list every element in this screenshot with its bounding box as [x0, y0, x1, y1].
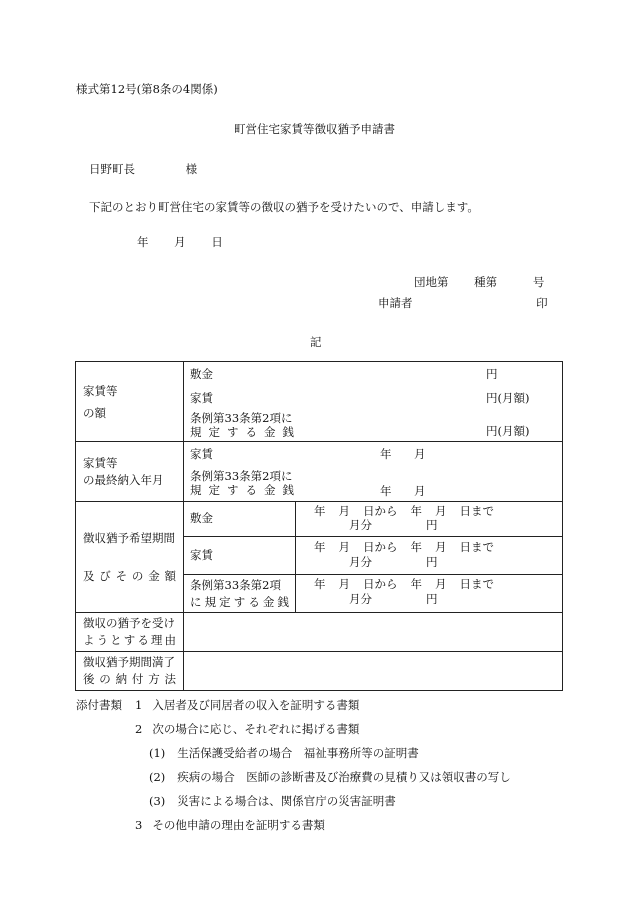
danchi-label: 団地第 [414, 275, 449, 289]
period-item-jorei-line2: に規定する金銭 [190, 594, 289, 609]
row-last-payment [76, 442, 563, 502]
attachment-item-2: 2 次の場合に応じ、それぞれに掲げる書類 [135, 722, 360, 736]
header-reason-line1: 徴収の猶予を受け [83, 616, 175, 630]
attachment-item-2-3: (3) 災害による場合は、関係官庁の災害証明書 [149, 794, 396, 808]
header-period-line2: 及びその金額 [83, 569, 176, 583]
shu-label: 種第 [474, 275, 498, 289]
attachments-label: 添付書類 [76, 698, 122, 712]
header-last-payment: 家賃等 の最終納入年月 [76, 442, 184, 502]
form-number: 様式第12号(第8条の4関係) [76, 82, 218, 96]
period-amount-1: 月分 円 [349, 518, 438, 532]
row-rent-amount [76, 362, 563, 442]
item-yachin-2: 家賃 [190, 447, 213, 461]
unit-yen: 円 [486, 367, 498, 381]
period-range-1: 年 月 日から 年 月 日まで [314, 504, 494, 518]
item-yachin: 家賃 [190, 391, 213, 405]
payment-method-field[interactable] [184, 652, 563, 691]
period-amount-2: 月分 円 [349, 555, 438, 569]
item-jorei-line2: 規定する金銭 [190, 424, 294, 439]
seal-mark: 印 [536, 296, 548, 310]
applicant-label: 申請者 [378, 296, 413, 310]
period-item-yachin: 家賃 [190, 547, 213, 562]
attachment-item-2-1: (1) 生活保護受給者の場合 福祉事務所等の証明書 [149, 746, 419, 760]
last-pay-month-1: 月 [414, 447, 426, 461]
applicant-line [378, 297, 548, 311]
row-period-shikikin [76, 502, 563, 537]
row-reason [76, 613, 563, 652]
addressee [89, 163, 197, 177]
attachment-item-1: 1 入居者及び同居者の収入を証明する書類 [135, 698, 360, 712]
item-jorei-line1: 条例第33条第2項に [190, 411, 293, 425]
last-pay-year-2: 年 [380, 484, 392, 498]
header-rent-amount: 家賃等 の額 [76, 362, 184, 442]
addressee-honorific: 様 [185, 162, 198, 176]
application-table [75, 361, 563, 691]
header-payment-line2: 後の納付方法 [83, 672, 176, 686]
attachment-item-2-2: (2) 疾病の場合 医師の診断書及び治療費の見積り又は領収書の写し [149, 770, 511, 784]
item-jorei2-line2: 規定する金銭 [190, 482, 294, 497]
header-reason-line2: ようとする理由 [83, 633, 176, 647]
application-date [137, 236, 223, 250]
header-period-line1: 徴収猶予希望期間 [83, 531, 175, 545]
header-reason [76, 613, 184, 652]
period-range-3: 年 月 日から 年 月 日まで [314, 577, 494, 591]
period-range-2: 年 月 日から 年 月 日まで [314, 540, 494, 554]
period-amount-3: 月分 円 [349, 592, 438, 606]
attachment-item-3: 3 その他申請の理由を証明する書類 [135, 818, 325, 832]
unit-yen-monthly: 円(月額) [486, 391, 530, 405]
ki-heading: 記 [310, 335, 322, 349]
applicant-number [414, 276, 544, 290]
period-item-shikikin: 敷金 [190, 511, 213, 526]
header-payment-line1: 徴収猶予期間満了 [83, 655, 175, 669]
header-period [76, 502, 184, 613]
item-shikikin: 敷金 [190, 367, 213, 381]
document-title: 町営住宅家賃等徴収猶予申請書 [234, 122, 395, 136]
row-payment-method [76, 652, 563, 691]
addressee-name: 日野町長 [89, 162, 135, 176]
unit-yen-monthly-2: 円(月額) [486, 424, 530, 438]
header-payment-method [76, 652, 184, 691]
date-day: 日 [211, 235, 223, 249]
date-year: 年 [137, 235, 149, 249]
last-pay-month-2: 月 [414, 484, 426, 498]
last-pay-year-1: 年 [380, 447, 392, 461]
intro-text: 下記のとおり町営住宅の家賃等の徴収の猶予を受けたいので、申請します。 [89, 200, 479, 214]
date-month: 月 [174, 235, 186, 249]
period-item-jorei-line1: 条例第33条第2項 [190, 577, 281, 592]
go-label: 号 [532, 275, 545, 289]
item-jorei2-line1: 条例第33条第2項に [190, 469, 293, 483]
reason-field[interactable] [184, 613, 563, 652]
header-last-payment-line2: の最終納入年月 [83, 472, 164, 487]
